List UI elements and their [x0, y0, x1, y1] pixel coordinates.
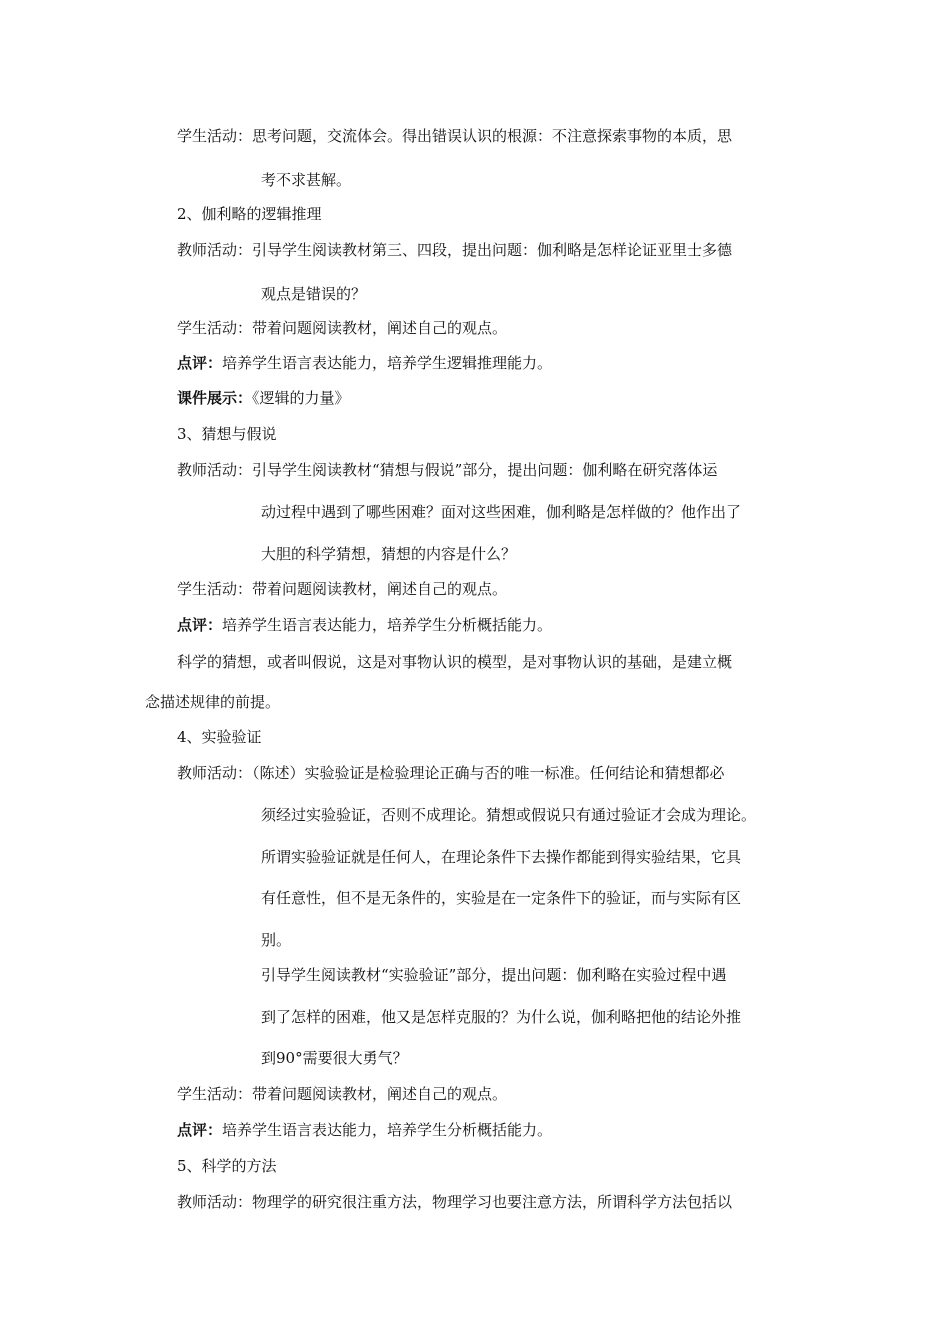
line-text: 引导学生阅读教材“实验验证”部分，提出问题：伽利略在实验过程中遇 — [261, 966, 727, 984]
line-text: 引导学生阅读教材“猜想与假说”部分，提出问题：伽利略在研究落体运 — [252, 461, 718, 479]
text-line — [177, 763, 725, 783]
text-line — [261, 930, 291, 950]
text-line — [177, 1120, 552, 1140]
line-text: 须经过实验验证，否则不成理论。猜想或假说只有通过验证才会成为理论。 — [261, 806, 757, 824]
line-label: 课件展示： — [177, 389, 253, 407]
line-label: 教师活动： — [177, 241, 253, 259]
line-text: 所谓实验验证就是任何人，在理论条件下去操作都能到得实验结果，它具 — [261, 848, 742, 866]
line-text: 到了怎样的困难，他又是怎样克服的？为什么说，伽利略把他的结论外推 — [261, 1008, 742, 1026]
line-label: 点评： — [177, 1121, 223, 1139]
text-line — [261, 965, 726, 985]
line-text: 带着问题阅读教材，阐述自己的观点。 — [252, 319, 508, 337]
line-text: 带着问题阅读教材，阐述自己的观点。 — [252, 1085, 508, 1103]
text-line — [261, 847, 741, 867]
line-label: 学生活动： — [177, 1085, 253, 1103]
line-text: 思考问题，交流体会。得出错误认识的根源：不注意探索事物的本质，思 — [252, 127, 733, 145]
text-line — [177, 1084, 507, 1104]
line-text: 考不求甚解。 — [261, 171, 352, 189]
section-heading — [177, 727, 262, 747]
text-line — [261, 170, 351, 190]
line-text: 5、科学的方法 — [177, 1157, 277, 1175]
line-text: 培养学生语言表达能力，培养学生分析概括能力。 — [222, 616, 553, 634]
line-label: 学生活动： — [177, 319, 253, 337]
text-line — [261, 805, 756, 825]
text-line — [177, 353, 552, 373]
text-line — [261, 544, 516, 564]
line-label: 学生活动： — [177, 127, 253, 145]
line-text: 3、猜想与假说 — [177, 425, 277, 443]
line-text: 观点是错误的？ — [261, 285, 367, 303]
text-line — [261, 888, 741, 908]
section-heading — [177, 424, 277, 444]
text-line — [261, 502, 741, 522]
line-text: 4、实验验证 — [177, 728, 262, 746]
section-heading — [177, 1156, 277, 1176]
line-text: 念描述规律的前提。 — [145, 693, 281, 711]
paragraph-line — [177, 652, 732, 672]
line-text: 《逻辑的力量》 — [252, 389, 350, 407]
text-line — [177, 1192, 732, 1212]
text-line — [261, 1048, 408, 1068]
text-line — [177, 460, 717, 480]
line-text: 带着问题阅读教材，阐述自己的观点。 — [252, 580, 508, 598]
text-line — [261, 1007, 741, 1027]
line-text: 培养学生语言表达能力，培养学生逻辑推理能力。 — [222, 354, 553, 372]
text-line — [177, 388, 350, 408]
text-line — [261, 284, 366, 304]
line-text: 2、伽利略的逻辑推理 — [177, 205, 322, 223]
text-line — [177, 126, 732, 146]
line-text: （陈述）实验验证是检验理论正确与否的唯一标准。任何结论和猜想都必 — [252, 764, 725, 782]
line-text: 培养学生语言表达能力，培养学生分析概括能力。 — [222, 1121, 553, 1139]
line-text: 科学的猜想，或者叫假说，这是对事物认识的模型，是对事物认识的基础，是建立概 — [177, 653, 733, 671]
line-text: 大胆的科学猜想，猜想的内容是什么？ — [261, 545, 517, 563]
line-text: 动过程中遇到了哪些困难？面对这些困难，伽利略是怎样做的？他作出了 — [261, 503, 742, 521]
section-heading — [177, 204, 322, 224]
line-text: 别。 — [261, 931, 292, 949]
line-text: 物理学的研究很注重方法，物理学习也要注意方法，所谓科学方法包括以 — [252, 1193, 733, 1211]
line-label: 点评： — [177, 616, 223, 634]
line-text: 引导学生阅读教材第三、四段，提出问题：伽利略是怎样论证亚里士多德 — [252, 241, 733, 259]
line-text: 到90°需要很大勇气？ — [261, 1049, 408, 1067]
line-label: 教师活动： — [177, 764, 253, 782]
text-line — [177, 240, 732, 260]
line-label: 学生活动： — [177, 580, 253, 598]
line-label: 点评： — [177, 354, 223, 372]
paragraph-line — [145, 692, 280, 712]
text-line — [177, 615, 552, 635]
line-label: 教师活动： — [177, 461, 253, 479]
line-text: 有任意性，但不是无条件的，实验是在一定条件下的验证，而与实际有区 — [261, 889, 742, 907]
line-label: 教师活动： — [177, 1193, 253, 1211]
text-line — [177, 318, 507, 338]
text-line — [177, 579, 507, 599]
